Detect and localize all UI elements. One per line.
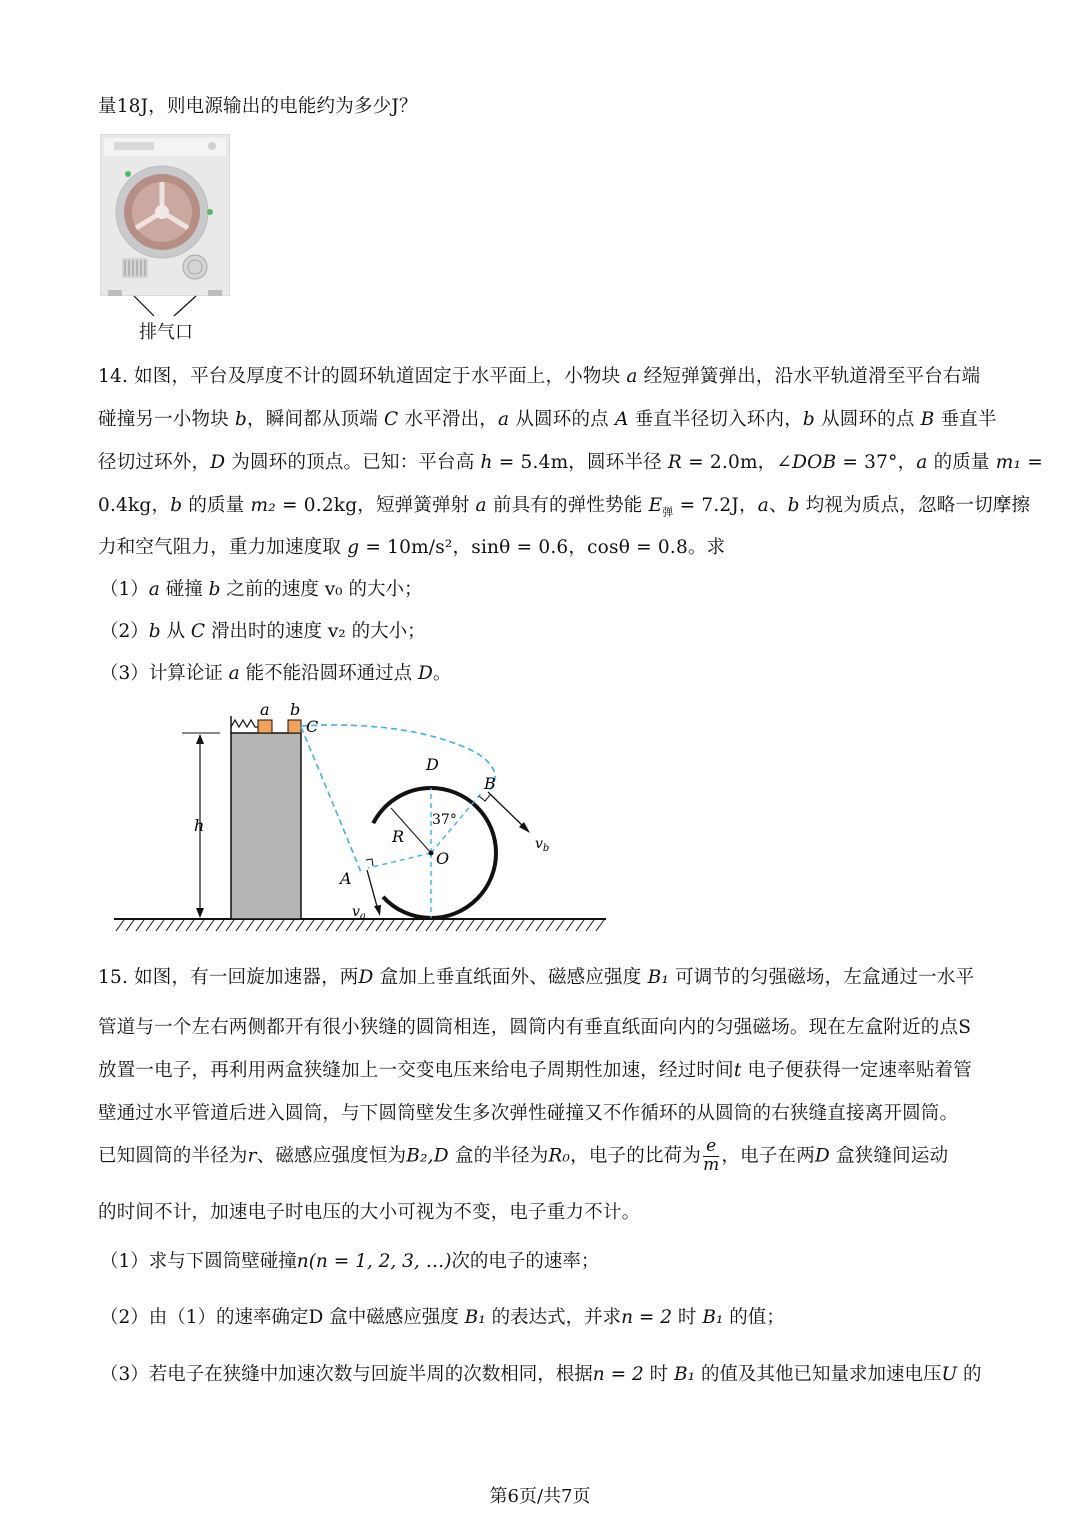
q14-line-2: 碰撞另一小物块 b，瞬间都从顶端 C 水平滑出，a 从圆环的点 A 垂直半径切入环内，b 从圆环的点 B 垂直半 <box>98 409 997 430</box>
label-angle: 37° <box>432 812 457 828</box>
label-va: $v_a$ <box>352 904 366 922</box>
page-footer: 第6页/共7页 <box>489 1486 591 1507</box>
clothes-dryer-image <box>100 134 230 296</box>
q15-line-2: 管道与一个左右两侧都开有很小狭缝的圆筒相连，圆筒内有垂直纸面向内的匀强磁场。现在左盒附近的点S <box>98 1017 972 1038</box>
q15-line-1: 15. 如图，有一回旋加速器，两D 盒加上垂直纸面外、磁感应强度 B₁ 可调节的匀强磁场，左盒通过一水平 <box>98 967 975 988</box>
q14-sub-3: （3）计算论证 a 能不能沿圆环通过点 D。 <box>100 663 452 684</box>
q15-line-6: 的时间不计，加速电子时电压的大小可视为不变，电子重力不计。 <box>98 1202 641 1223</box>
q14-sub-1: （1）a 碰撞 b 之前的速度 v₀ 的大小； <box>100 579 423 600</box>
q15-line-3: 放置一电子，再利用两盒狭缝加上一交变电压来给电子周期性加速，经过时间t 电子便获得一定速率贴着管 <box>98 1060 972 1081</box>
label-R: R <box>392 827 405 846</box>
q15-sub-1: （1）求与下圆筒壁碰撞n(n = 1, 2, 3, …)次的电子的速率； <box>100 1251 600 1272</box>
q14-line-5: 力和空气阻力，重力加速度取 g = 10m/s²，sinθ = 0.6，cosθ = 0.8。求 <box>98 537 726 558</box>
label-A: A <box>340 869 352 888</box>
track-diagram <box>110 700 610 935</box>
label-vb: $v_b$ <box>535 836 550 854</box>
label-C: C <box>306 717 319 736</box>
q14-line-4: 0.4kg，b 的质量 m₂ = 0.2kg，短弹簧弹射 a 前具有的弹性势能 $E_弹 = 7.2J$，a、b 均视为质点，忽略一切摩擦 <box>98 495 1031 519</box>
label-B: B <box>484 774 496 793</box>
exhaust-label: 排气口 <box>139 322 193 343</box>
label-D: D <box>426 755 439 774</box>
text-line: 量18J，则电源输出的电能约为多少J？ <box>98 96 418 117</box>
label-a: a <box>260 700 270 719</box>
label-b: b <box>290 700 301 719</box>
exhaust-pointer-lines <box>120 294 210 318</box>
q14-line-3: 径切过环外，D 为圆环的顶点。已知：平台高 h = 5.4m，圆环半径 R = 2.0m，∠DOB = 37°，a 的质量 m₁ = <box>98 452 1043 473</box>
q15-sub-3: （3）若电子在狭缝中加速次数与回旋半周的次数相同，根据n = 2 时 B₁ 的值及其他已知量求加速电压U 的 <box>100 1364 982 1385</box>
charge-mass-fraction: $\frac{e}{m}$ <box>703 1136 720 1175</box>
q15-line-4: 壁通过水平管道后进入圆筒，与下圆筒壁发生多次弹性碰撞又不作循环的从圆筒的右狭缝直接离开圆筒。 <box>98 1103 959 1124</box>
q15-line-5: 已知圆筒的半径为r、磁感应强度恒为B₂,D 盒的半径为R₀，电子的比荷为 $\frac{e}{m}$ ，电子在两D 盒狭缝间运动 <box>98 1136 949 1175</box>
label-O: O <box>436 849 450 868</box>
q14-sub-2: （2）b 从 C 滑出时的速度 v₂ 的大小； <box>100 621 426 642</box>
label-h: h <box>194 816 205 835</box>
q14-line-1: 14. 如图，平台及厚度不计的圆环轨道固定于水平面上，小物块 a 经短弹簧弹出，沿水平轨道滑至平台右端 <box>98 366 981 387</box>
q15-sub-2: （2）由（1）的速率确定D 盒中磁感应强度 B₁ 的表达式，并求n = 2 时 B₁ 的值； <box>100 1307 785 1328</box>
